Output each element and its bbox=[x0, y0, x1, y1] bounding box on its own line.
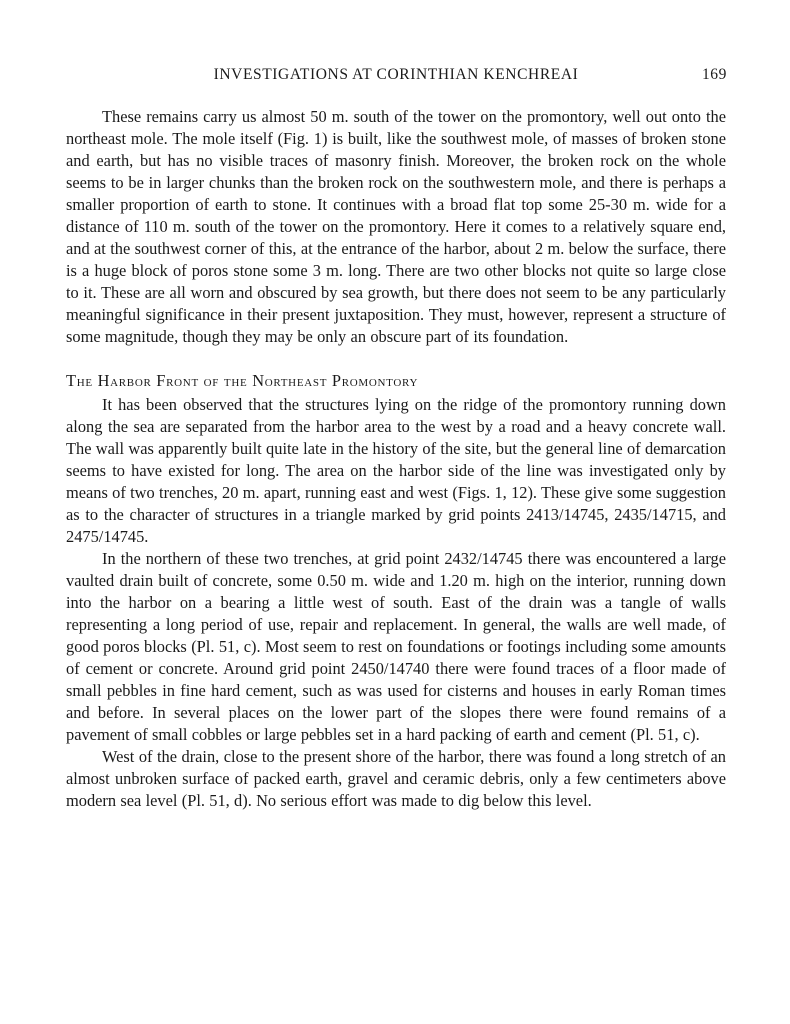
page bbox=[66, 66, 726, 812]
section-heading: The Harbor Front of the Northeast Promontory bbox=[66, 371, 419, 390]
page-number: 169 bbox=[701, 66, 727, 83]
paragraph-harbor-area: It has been observed that the structures lying on the ridge of the promontory running down along the sea are separated from the harbor area to the west by a road and a heavy concrete wall. The wall was apparently built quite late in the history of the site, but the general line of demarcation seems to have existed for long. The area on the harbor side of the line was investigated only by means of two trenches, 20 m. apart, running east and west (Figs. 1, 12). These give some suggestion as to the character of structures in a triangle marked by grid points 2413/14745, 2435/14715, and 2475/14745. bbox=[66, 395, 726, 546]
running-head bbox=[66, 66, 726, 90]
paragraph-northern-trench: In the northern of these two trenches, at grid point 2432/14745 there was encountered a large vaulted drain built of concrete, some 0.50 m. wide and 1.20 m. high on the interior, running down into the harbor on a bearing a little west of south. East of the drain was a tangle of walls representing a long period of use, repair and replacement. In general, the walls are well made, of good poros blocks (Pl. 51, c). Most seem to rest on foundations or footings including some amounts of cement or concrete. Around grid point 2450/14740 there were found traces of a floor made of small pebbles in fine hard cement, such as was used for cisterns and houses in early Roman times and before. In several places on the lower part of the slopes there were found remains of a pavement of small cobbles or large pebbles set in a hard packing of earth and cement (Pl. 51, c). bbox=[66, 549, 726, 744]
running-title: INVESTIGATIONS AT CORINTHIAN KENCHREAI bbox=[213, 66, 579, 83]
paragraph-mole-remains: These remains carry us almost 50 m. south of the tower on the promontory, well out onto the northeast mole. The mole itself (Fig. 1) is built, like the southwest mole, of masses of broken stone and earth, but has no visible traces of masonry finish. Moreover, the broken rock on the whole seems to be in larger chunks than the broken rock on the southwestern mole, and there is perhaps a smaller proportion of earth to stone. It continues with a broad flat top some 25-30 m. wide for a distance of 110 m. south of the tower on the promontory. Here it comes to a relatively square end, and at the southwest corner of this, at the entrance of the harbor, about 2 m. below the surface, there is a huge block of poros stone some 3 m. long. There are two other blocks not quite so large close to it. These are all worn and obscured by sea growth, but there does not seem to be any particularly meaningful significance in their present juxtaposition. They must, however, represent a structure of some magnitude, though they may be only an obscure part of its foundation. bbox=[66, 107, 726, 346]
paragraph-west-of-drain: West of the drain, close to the present shore of the harbor, there was found a long stretch of an almost unbroken surface of packed earth, gravel and ceramic debris, only a few centimeters above modern sea level (Pl. 51, d). No serious effort was made to dig below this level. bbox=[66, 747, 726, 810]
